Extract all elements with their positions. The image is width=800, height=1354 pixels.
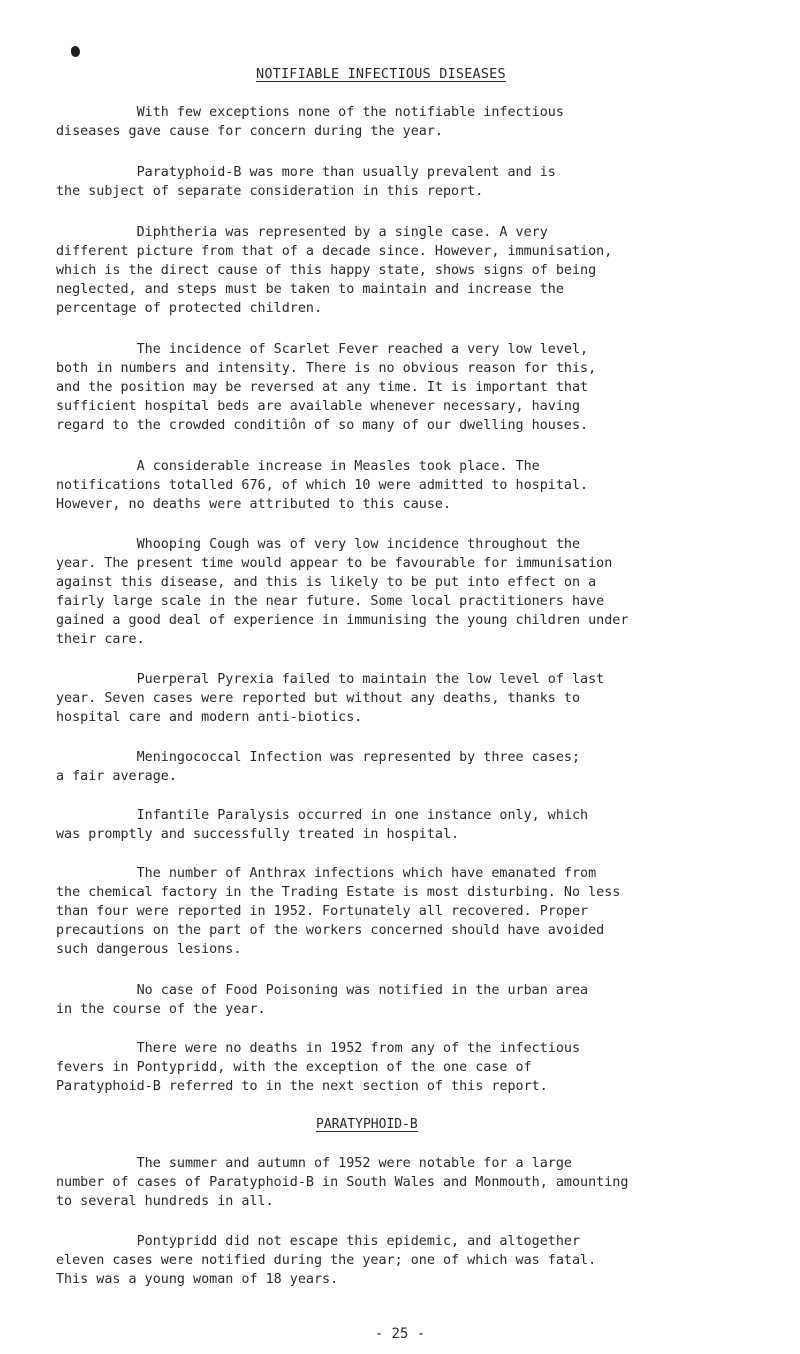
- text-line: such dangerous lesions.: [56, 942, 242, 957]
- paragraph-intro: [56, 103, 776, 141]
- text-line: the chemical factory in the Trading Estate is most disturbing. No less: [56, 885, 621, 900]
- paragraph-anthrax: [56, 864, 776, 959]
- text-line: precautions on the part of the workers concerned should have avoided: [56, 923, 605, 938]
- text-line: different picture from that of a decade since. However, immunisation,: [56, 244, 613, 259]
- text-line: Infantile Paralysis occurred in one instance only, which: [56, 808, 589, 823]
- paragraph-summer-autumn: [56, 1154, 776, 1211]
- paragraph-whooping-cough: [56, 535, 776, 649]
- text-line: There were no deaths in 1952 from any of the infectious: [56, 1041, 581, 1056]
- text-line: year. The present time would appear to be favourable for immunisation: [56, 556, 613, 571]
- text-line: However, no deaths were attributed to this cause.: [56, 497, 452, 512]
- text-line: neglected, and steps must be taken to maintain and increase the: [56, 282, 564, 297]
- text-line: gained a good deal of experience in immunising the young children under: [56, 613, 629, 628]
- text-line: than four were reported in 1952. Fortunately all recovered. Proper: [56, 904, 589, 919]
- paragraph-meningococcal: [56, 748, 776, 786]
- text-line: to several hundreds in all.: [56, 1194, 274, 1209]
- section-heading-paratyphoid: PARATYPHOID-B: [316, 1117, 418, 1132]
- text-line: The summer and autumn of 1952 were notable for a large: [56, 1156, 572, 1171]
- text-line: percentage of protected children.: [56, 301, 323, 316]
- text-line: their care.: [56, 632, 145, 647]
- paragraph-paratyphoid-note: [56, 163, 776, 201]
- text-line: Puerperal Pyrexia failed to maintain the low level of last: [56, 672, 605, 687]
- paragraph-measles: [56, 457, 776, 514]
- page-heading: NOTIFIABLE INFECTIOUS DISEASES: [256, 66, 506, 82]
- text-line: diseases gave cause for concern during the year.: [56, 124, 443, 139]
- text-line: Whooping Cough was of very low incidence throughout the: [56, 537, 581, 552]
- text-line: regard to the crowded conditiôn of so many of our dwelling houses.: [56, 418, 589, 433]
- ink-speck: [71, 46, 80, 57]
- text-line: The number of Anthrax infections which have emanated from: [56, 866, 597, 881]
- text-line: Pontypridd did not escape this epidemic, and altogether: [56, 1234, 581, 1249]
- text-line: and the position may be reversed at any time. It is important that: [56, 380, 589, 395]
- text-line: Paratyphoid-B referred to in the next section of this report.: [56, 1079, 548, 1094]
- paragraph-pontypridd-cases: [56, 1232, 776, 1289]
- page-number: - 25 -: [374, 1326, 426, 1342]
- text-line: Diphtheria was represented by a single case. A very: [56, 225, 548, 240]
- text-line: This was a young woman of 18 years.: [56, 1272, 339, 1287]
- paragraph-diphtheria: [56, 223, 776, 318]
- text-line: A considerable increase in Measles took place. The: [56, 459, 540, 474]
- text-line: against this disease, and this is likely to be put into effect on a: [56, 575, 597, 590]
- paragraph-puerperal-pyrexia: [56, 670, 776, 727]
- text-line: hospital care and modern anti-biotics.: [56, 710, 363, 725]
- text-line: Meningococcal Infection was represented by three cases;: [56, 750, 581, 765]
- text-line: both in numbers and intensity. There is no obvious reason for this,: [56, 361, 597, 376]
- text-line: With few exceptions none of the notifiable infectious: [56, 105, 564, 120]
- text-line: fevers in Pontypridd, with the exception of the one case of: [56, 1060, 532, 1075]
- text-line: fairly large scale in the near future. Some local practitioners have: [56, 594, 605, 609]
- paragraph-food-poisoning: [56, 981, 776, 1019]
- text-line: which is the direct cause of this happy state, shows signs of being: [56, 263, 597, 278]
- text-line: eleven cases were notified during the year; one of which was fatal.: [56, 1253, 597, 1268]
- text-line: The incidence of Scarlet Fever reached a very low level,: [56, 342, 589, 357]
- text-line: the subject of separate consideration in this report.: [56, 184, 484, 199]
- text-line: No case of Food Poisoning was notified in the urban area: [56, 983, 589, 998]
- text-line: a fair average.: [56, 769, 177, 784]
- paragraph-deaths: [56, 1039, 776, 1096]
- paragraph-scarlet-fever: [56, 340, 776, 435]
- text-line: was promptly and successfully treated in hospital.: [56, 827, 460, 842]
- text-line: sufficient hospital beds are available whenever necessary, having: [56, 399, 581, 414]
- text-line: year. Seven cases were reported but without any deaths, thanks to: [56, 691, 581, 706]
- text-line: notifications totalled 676, of which 10 were admitted to hospital.: [56, 478, 589, 493]
- text-line: Paratyphoid-B was more than usually prevalent and is: [56, 165, 556, 180]
- paragraph-infantile-paralysis: [56, 806, 776, 844]
- text-line: number of cases of Paratyphoid-B in South Wales and Monmouth, amounting: [56, 1175, 629, 1190]
- text-line: in the course of the year.: [56, 1002, 266, 1017]
